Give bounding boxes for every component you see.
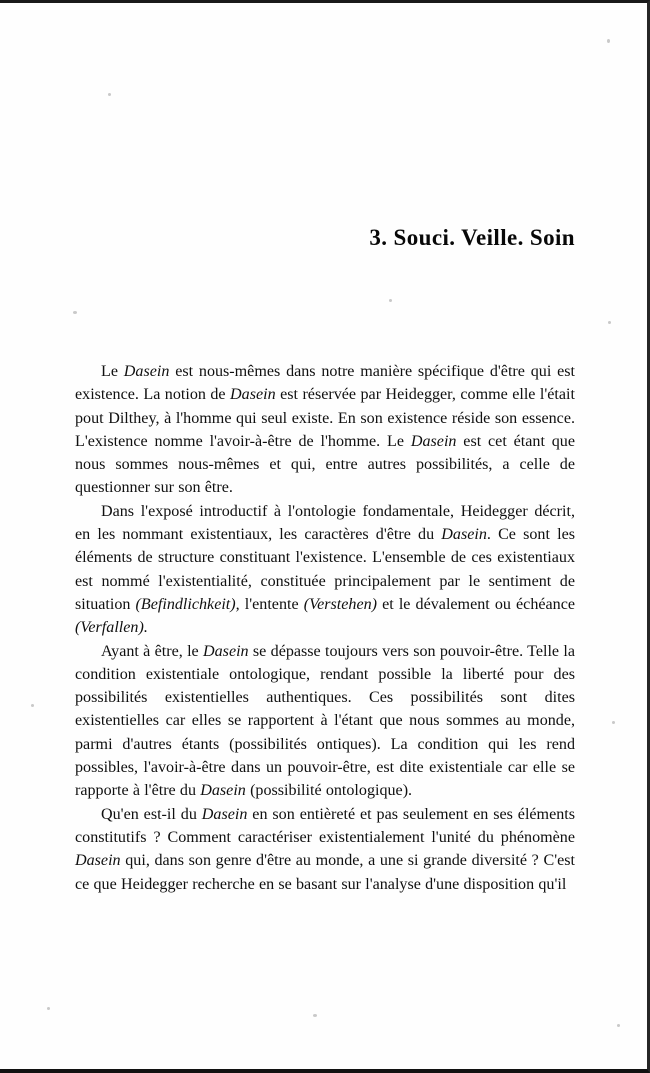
scan-speck [73,311,77,314]
italic-term: Dasein [410,432,457,450]
scan-speck [47,1007,50,1010]
paragraph [75,360,575,500]
text-run: (possibilité ontologique). [245,782,413,800]
italic-term: (Verfallen). [75,619,148,637]
scan-speck [31,704,34,707]
italic-term: Dasein [200,782,246,800]
scan-speck [108,93,111,96]
text-run: et le dévalement ou échéance [377,595,575,613]
scan-speck [608,321,611,324]
scan-speck [617,1024,620,1027]
text-run: se dépasse toujours vers son pouvoir-être. Telle la condition existentiale ontologique, rendant possible la liberté pour des possibilités existentielles authentiques. Ces possibilités sont dites existentielles car elles se rapportent à l'étant que nous sommes au monde, parmi d'autres étants (possibilités ontiques). La condition qui les rend possibles, l'avoir-à-être dans un pouvoir-être, est dite existentiale car elle se rapporte à l'être du [75,642,575,800]
scan-speck [612,721,615,724]
italic-term: Dasein [230,386,276,404]
text-run: est réservée par Heidegger, comme elle l'était pout Dilthey, à l'homme qui seul existe. En son existence réside son essence. L'existence nomme l'avoir-à-être de l'homme. Le [75,386,575,450]
text-run: Ayant à être, le [101,642,204,660]
italic-term: Dasein [75,852,121,870]
text-run: est nous-mêmes dans notre manière spécifique d'être qui est existence. La notion de [75,363,575,404]
scan-speck [313,1014,317,1017]
italic-term: (Befindlichkeit), [135,595,240,613]
paragraph [75,803,575,896]
text-run: Dans l'exposé introductif à l'ontologie fondamentale, Heidegger décrit, en les nommant existentiaux, les caractères d'être du [75,502,575,544]
italic-term: Dasein [203,642,249,660]
italic-term: Dasein [123,363,170,380]
text-run: Qu'en est-il du [101,805,202,823]
text-run: Le [101,363,124,380]
text-run: en son entièreté et pas seulement en ses éléments constitutifs ? Comment caractériser existentialement l'unité du phénomène [75,805,575,846]
text-run: . Ce sont les éléments de structure constituant l'existence. L'ensemble de ces existentiaux est nommé l'existentialité, constituée principalement par le sentiment de situation [75,526,575,613]
scan-speck [607,39,610,43]
text-run: qui, dans son genre d'être au monde, a une si grande diversité ? C'est ce que Heidegger recherche en se basant sur l'analyse d'une disposition qu'il [75,852,575,893]
italic-term: (Verstehen) [303,595,378,613]
italic-term: Dasein [441,526,487,544]
paragraph [75,640,575,803]
text-run: l'entente [239,595,304,613]
scan-speck [389,299,392,302]
body-text-block [75,360,575,896]
paragraph [75,500,575,640]
chapter-title: 3. Souci. Veille. Soin [369,225,575,250]
italic-term: Dasein [201,805,248,823]
text-run: est cet étant que nous sommes nous-mêmes et qui, entre autres possibilités, a celle de questionner sur son être. [75,432,575,497]
